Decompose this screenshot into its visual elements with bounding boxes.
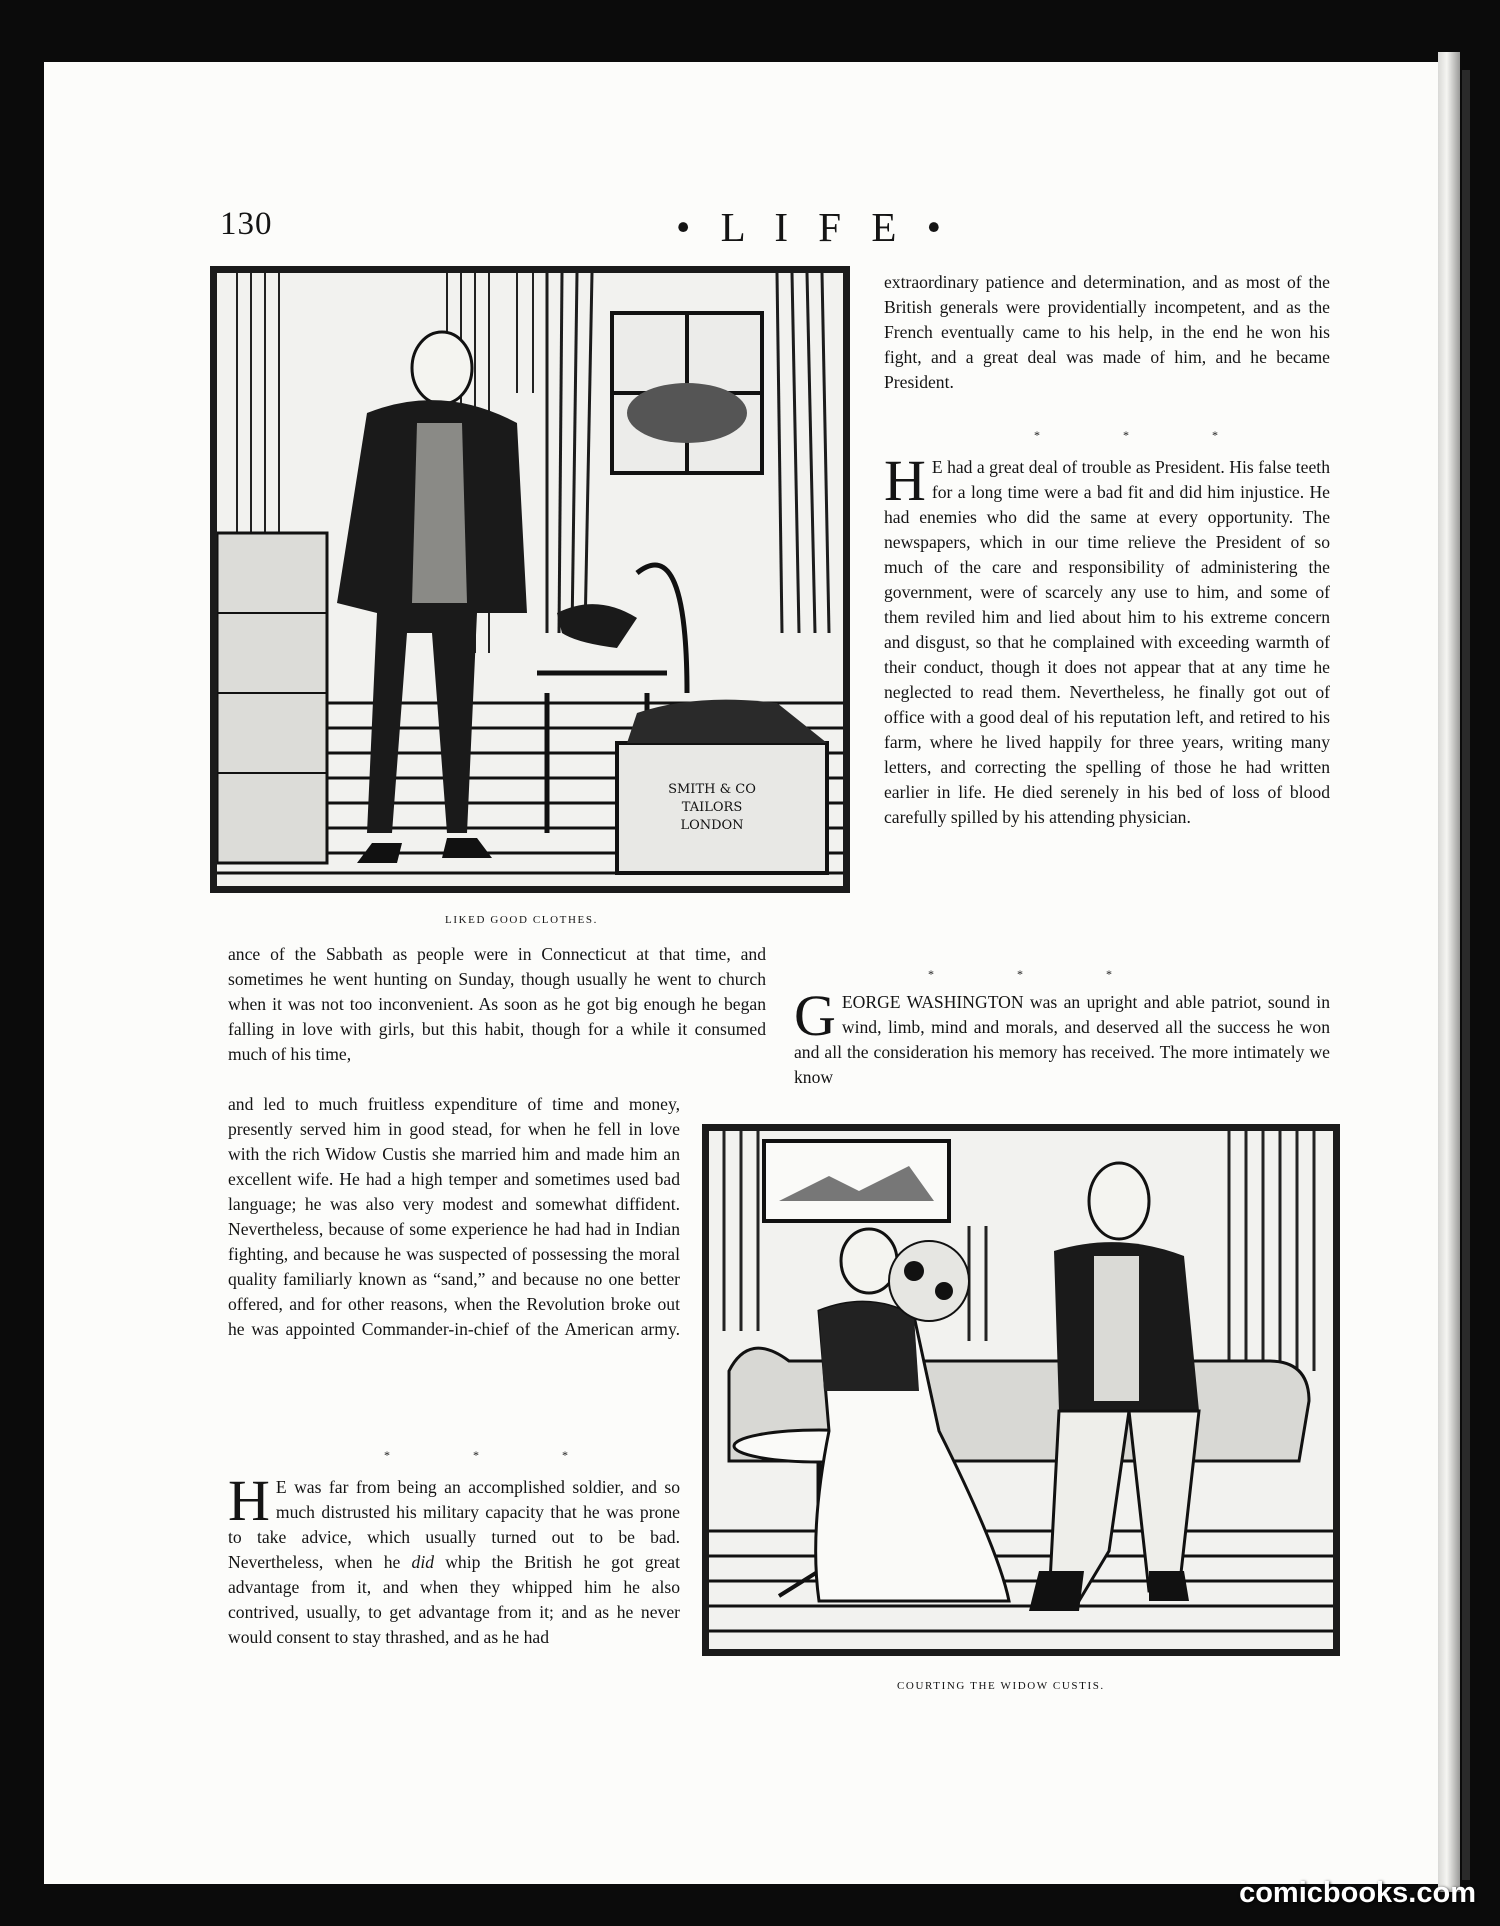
binding-shadow	[1462, 70, 1470, 1880]
washington-dressing-drawing	[217, 273, 843, 886]
caption-liked-good-clothes: LIKED GOOD CLOTHES.	[445, 914, 598, 926]
paragraph-george-washington	[794, 983, 1330, 1090]
article-column-middle	[794, 983, 1330, 1090]
paragraph-accomplished-soldier: H E was far from being an accomplished soldier, and so much distrusted his military capacity that he was prone to take advice, which usually turned out to be bad. Nevertheless, when he did whip the British he got great advantage from it, and when they whipped him he also contrived, usually, to get advantage from it; and as he never would consent to stay thrashed, and as he had	[228, 1468, 680, 1647]
article-column-left-2	[228, 1468, 680, 1650]
trunk-label-line-3: LONDON	[680, 818, 744, 833]
drop-cap-h: H	[884, 448, 926, 513]
article-column-right	[884, 270, 1330, 395]
section-separator-3: * * *	[384, 1448, 608, 1462]
courting-scene-drawing	[709, 1131, 1333, 1649]
masthead-title: • L I F E •	[676, 204, 951, 250]
illustration-liked-good-clothes	[210, 266, 850, 893]
paragraph-sabbath: ance of the Sabbath as people were in Connecticut at that time, and sometimes he went hunting on Sunday, though usually he went to church when it was not too inconvenient. As soon as he got big enough he began falling in love with girls, but this habit, though for a while it consumed much of his time,	[228, 944, 766, 1064]
drop-cap-g: G	[794, 983, 836, 1048]
section-separator-2: * * *	[928, 967, 1152, 981]
caption-courting-widow-custis: COURTING THE WIDOW CUSTIS.	[897, 1680, 1105, 1692]
article-column-right-2	[884, 448, 1330, 830]
paragraph-george-washington-text: EORGE WASHINGTON was an upright and able patriot, sound in wind, limb, mind and morals, and deserved all the success he won and all the consideration his memory has received. The more intimately we know	[794, 992, 1330, 1087]
adjacent-page-edge	[1438, 52, 1460, 1892]
paragraph-trouble-as-president	[884, 448, 1330, 830]
site-watermark: comicbooks.com	[1239, 1877, 1476, 1909]
emphasis-did: did	[411, 1552, 435, 1572]
article-column-left	[228, 1092, 680, 1342]
illustration-courting-widow-custis	[702, 1124, 1340, 1656]
paragraph-president-end-of-war: extraordinary patience and determination, and as most of the British generals were providentially incompetent, and as the French eventually came to his help, in the end he won his fight, and a great deal was made of him, and he became President.	[884, 272, 1330, 392]
paragraph-trouble-as-president-text: E had a great deal of trouble as President. His false teeth for a long time were a bad fit and did him injustice. He had enemies who did the same at every opportunity. The newspapers, which in our time relieve the President of so much of the care and responsibility of administering the government, were of scarcely any use to him, and some of them reviled him and lied about him to his extreme concern and disgust, so that he complained with exceeding warmth of their conduct, though it does not appear that at any time he neglected to read them. Nevertheless, he finally got out of office with a good deal of his reputation left, and retired to his farm, where he lived happily for three years, writing many letters, and correcting the spelling of those he had written earlier in life. He died serenely in his bed of loss of blood carefully spilled by his attending physician.	[884, 457, 1330, 827]
section-separator-1: * * *	[1034, 428, 1258, 442]
paragraph-widow-custis: and led to much fruitless expenditure of time and money, presently served him in good stead, for when he fell in love with the rich Widow Custis she married him and made him an excellent wife. He had a high temper and sometimes used bad language; he was also very modest and somewhat diffident. Nevertheless, because of some experience he had had in Indian fighting, and because he was suspected of possessing the moral quality familiarly known as “sand,” and because no one better offered, and for other reasons, when the Revolution broke out he was appointed Commander-in-chief of the American army.	[228, 1094, 680, 1339]
page-number: 130	[220, 206, 273, 242]
drop-cap-h-2: H	[228, 1468, 270, 1533]
trunk-label-line-2: TAILORS	[681, 800, 743, 815]
article-column-left-top	[228, 942, 766, 1067]
trunk-label-line-1: SMITH & CO	[668, 782, 756, 797]
